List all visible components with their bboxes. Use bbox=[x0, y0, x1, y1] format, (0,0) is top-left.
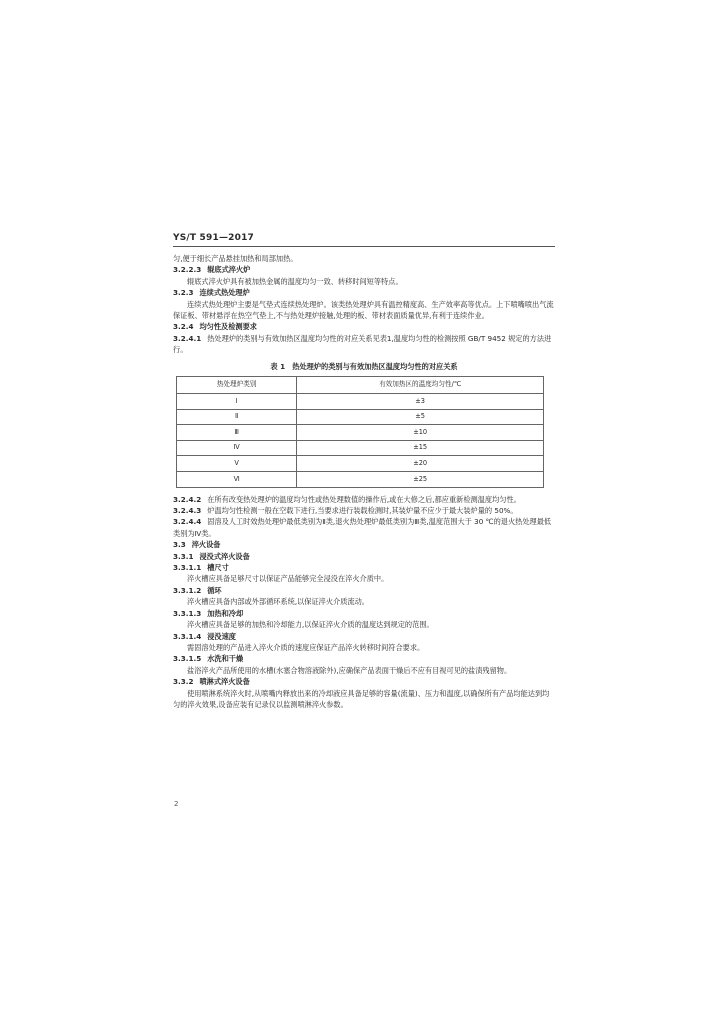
section-heading bbox=[173, 653, 555, 664]
section-number: 3.3.1.4 bbox=[173, 631, 202, 641]
paragraph: 淬火槽应具备足够的加热和冷却能力,以保证淬火介质的温度达到规定的范围。 bbox=[187, 620, 434, 630]
paragraph: 盐浴淬火产品所使用的水槽(水塞合物溶液除外),应确保产品表面干燥后不应有目视可见的盐渍残留物。 bbox=[187, 665, 512, 675]
clause-text: 在所有改变热处理炉的温度均匀性或热处理数值的操作后,或在大修之后,都应重新检测温度均匀性。 bbox=[207, 494, 521, 504]
paragraph bbox=[173, 505, 555, 516]
table-cell: ±3 bbox=[297, 394, 544, 410]
section-heading bbox=[173, 287, 555, 298]
section-heading bbox=[173, 562, 555, 573]
section-number: 3.3.1.2 bbox=[173, 585, 202, 595]
paragraph bbox=[173, 516, 555, 539]
table-cell: Ⅵ bbox=[177, 472, 297, 488]
table-header-cell: 热处理炉类别 bbox=[177, 377, 297, 394]
section-title: 循环 bbox=[207, 585, 222, 595]
section-title: 加热和冷却 bbox=[207, 608, 244, 618]
paragraph: 淬火槽应具备足够尺寸以保证产品能够完全浸没在淬火介质中。 bbox=[187, 574, 389, 584]
table-cell: ±10 bbox=[297, 425, 544, 441]
paragraph: 匀,便于细长产品悬挂加热和局部加热。 bbox=[173, 254, 298, 263]
paragraph: 需固溶处理的产品进入淬火介质的速度应保证产品淬火转移时间符合要求。 bbox=[187, 642, 425, 652]
table-cell: ±5 bbox=[297, 409, 544, 425]
paragraph: 连续式热处理炉主要是气垫式连续热处理炉。该类热处理炉具有温控精度高、生产效率高等优点。上下喷嘴喷出气流保证板、带材悬浮在热空气垫上,不与热处理炉接触,处理的板、带材表面质量优异,有利于连续作业。 bbox=[173, 299, 554, 321]
page-number: 2 bbox=[174, 800, 179, 808]
table-cell: Ⅱ bbox=[177, 409, 297, 425]
table-header-cell: 有效加热区的温度均匀性/℃ bbox=[297, 377, 544, 394]
section-title: 浸没速度 bbox=[207, 631, 236, 641]
section-heading bbox=[173, 585, 555, 596]
section-heading bbox=[173, 264, 555, 275]
table-row bbox=[177, 456, 544, 472]
uniformity-table bbox=[176, 376, 544, 488]
table-row bbox=[177, 440, 544, 456]
section-title: 喷淋式淬火设备 bbox=[199, 677, 250, 687]
section-title: 水洗和干燥 bbox=[207, 654, 244, 664]
section-number: 3.2.4 bbox=[173, 322, 194, 332]
section-number: 3.3.1.3 bbox=[173, 608, 202, 618]
table-row bbox=[177, 425, 544, 441]
table-row bbox=[177, 394, 544, 410]
section-heading bbox=[173, 608, 555, 619]
section-number: 3.3.1 bbox=[173, 551, 194, 561]
document-body bbox=[173, 253, 555, 710]
section-number: 3.3.1.1 bbox=[173, 563, 202, 573]
table-row bbox=[177, 472, 544, 488]
section-heading bbox=[173, 539, 555, 550]
table-caption: 表 1 热处理炉的类别与有效加热区温度均匀性的对应关系 bbox=[270, 361, 458, 371]
section-number: 3.2.3 bbox=[173, 288, 194, 298]
table-cell: ±15 bbox=[297, 440, 544, 456]
section-heading bbox=[173, 551, 555, 562]
table-cell: Ⅴ bbox=[177, 456, 297, 472]
header-rule bbox=[173, 246, 555, 247]
section-heading bbox=[173, 321, 555, 332]
section-number: 3.2.2.3 bbox=[173, 265, 202, 275]
paragraph bbox=[173, 494, 555, 505]
clause-number: 3.2.4.2 bbox=[173, 494, 202, 504]
table-cell: Ⅲ bbox=[177, 425, 297, 441]
table-header-row bbox=[177, 377, 544, 394]
table-cell: Ⅳ bbox=[177, 440, 297, 456]
table-cell: ±20 bbox=[297, 456, 544, 472]
section-number: 3.3.1.5 bbox=[173, 654, 202, 664]
section-title: 连续式热处理炉 bbox=[199, 288, 250, 298]
section-heading bbox=[173, 631, 555, 642]
section-title: 辊底式淬火炉 bbox=[207, 265, 251, 275]
paragraph: 使用喷淋系统淬火时,从喷嘴内释放出来的冷却液应具备足够的容量(流量)、压力和温度,以确保所有产品均能达到均匀的淬火效果,设备应装有记录仪以监测喷淋淬火参数。 bbox=[173, 688, 550, 709]
paragraph bbox=[173, 333, 555, 356]
section-title: 均匀性及检测要求 bbox=[199, 322, 257, 332]
clause-number: 3.2.4.1 bbox=[173, 333, 202, 343]
clause-text: 固溶及人工时效热处理炉最低类别为Ⅱ类,退火热处理炉最低类别为Ⅲ类,温度范围大于 30 ℃的退火热处理最低类别为Ⅳ类。 bbox=[173, 517, 552, 538]
standard-code-header: YS/T 591—2017 bbox=[173, 233, 254, 243]
paragraph: 淬火槽应具备内部或外部循环系统,以保证淬火介质流动。 bbox=[187, 597, 369, 607]
table-cell: Ⅰ bbox=[177, 394, 297, 410]
clause-text: 炉温均匀性检测一般在空载下进行,当要求进行装载检测时,其装炉量不应少于最大装炉量的 50%。 bbox=[207, 506, 518, 516]
table-cell: ±25 bbox=[297, 472, 544, 488]
clause-number: 3.2.4.4 bbox=[173, 517, 202, 527]
section-number: 3.3.2 bbox=[173, 677, 194, 687]
section-heading bbox=[173, 676, 555, 687]
clause-number: 3.2.4.3 bbox=[173, 506, 202, 516]
section-number: 3.3 bbox=[173, 540, 186, 550]
paragraph: 辊底式淬火炉具有被加热金属的温度均匀一致、转移时间短等特点。 bbox=[187, 276, 403, 286]
clause-text: 热处理炉的类别与有效加热区温度均匀性的对应关系见表1,温度均匀性的检测按照 GB/T 9452 规定的方法进行。 bbox=[173, 333, 552, 355]
section-title: 槽尺寸 bbox=[207, 563, 229, 573]
table-row bbox=[177, 409, 544, 425]
section-title: 淬火设备 bbox=[191, 540, 221, 550]
section-title: 浸没式淬火设备 bbox=[199, 551, 250, 561]
